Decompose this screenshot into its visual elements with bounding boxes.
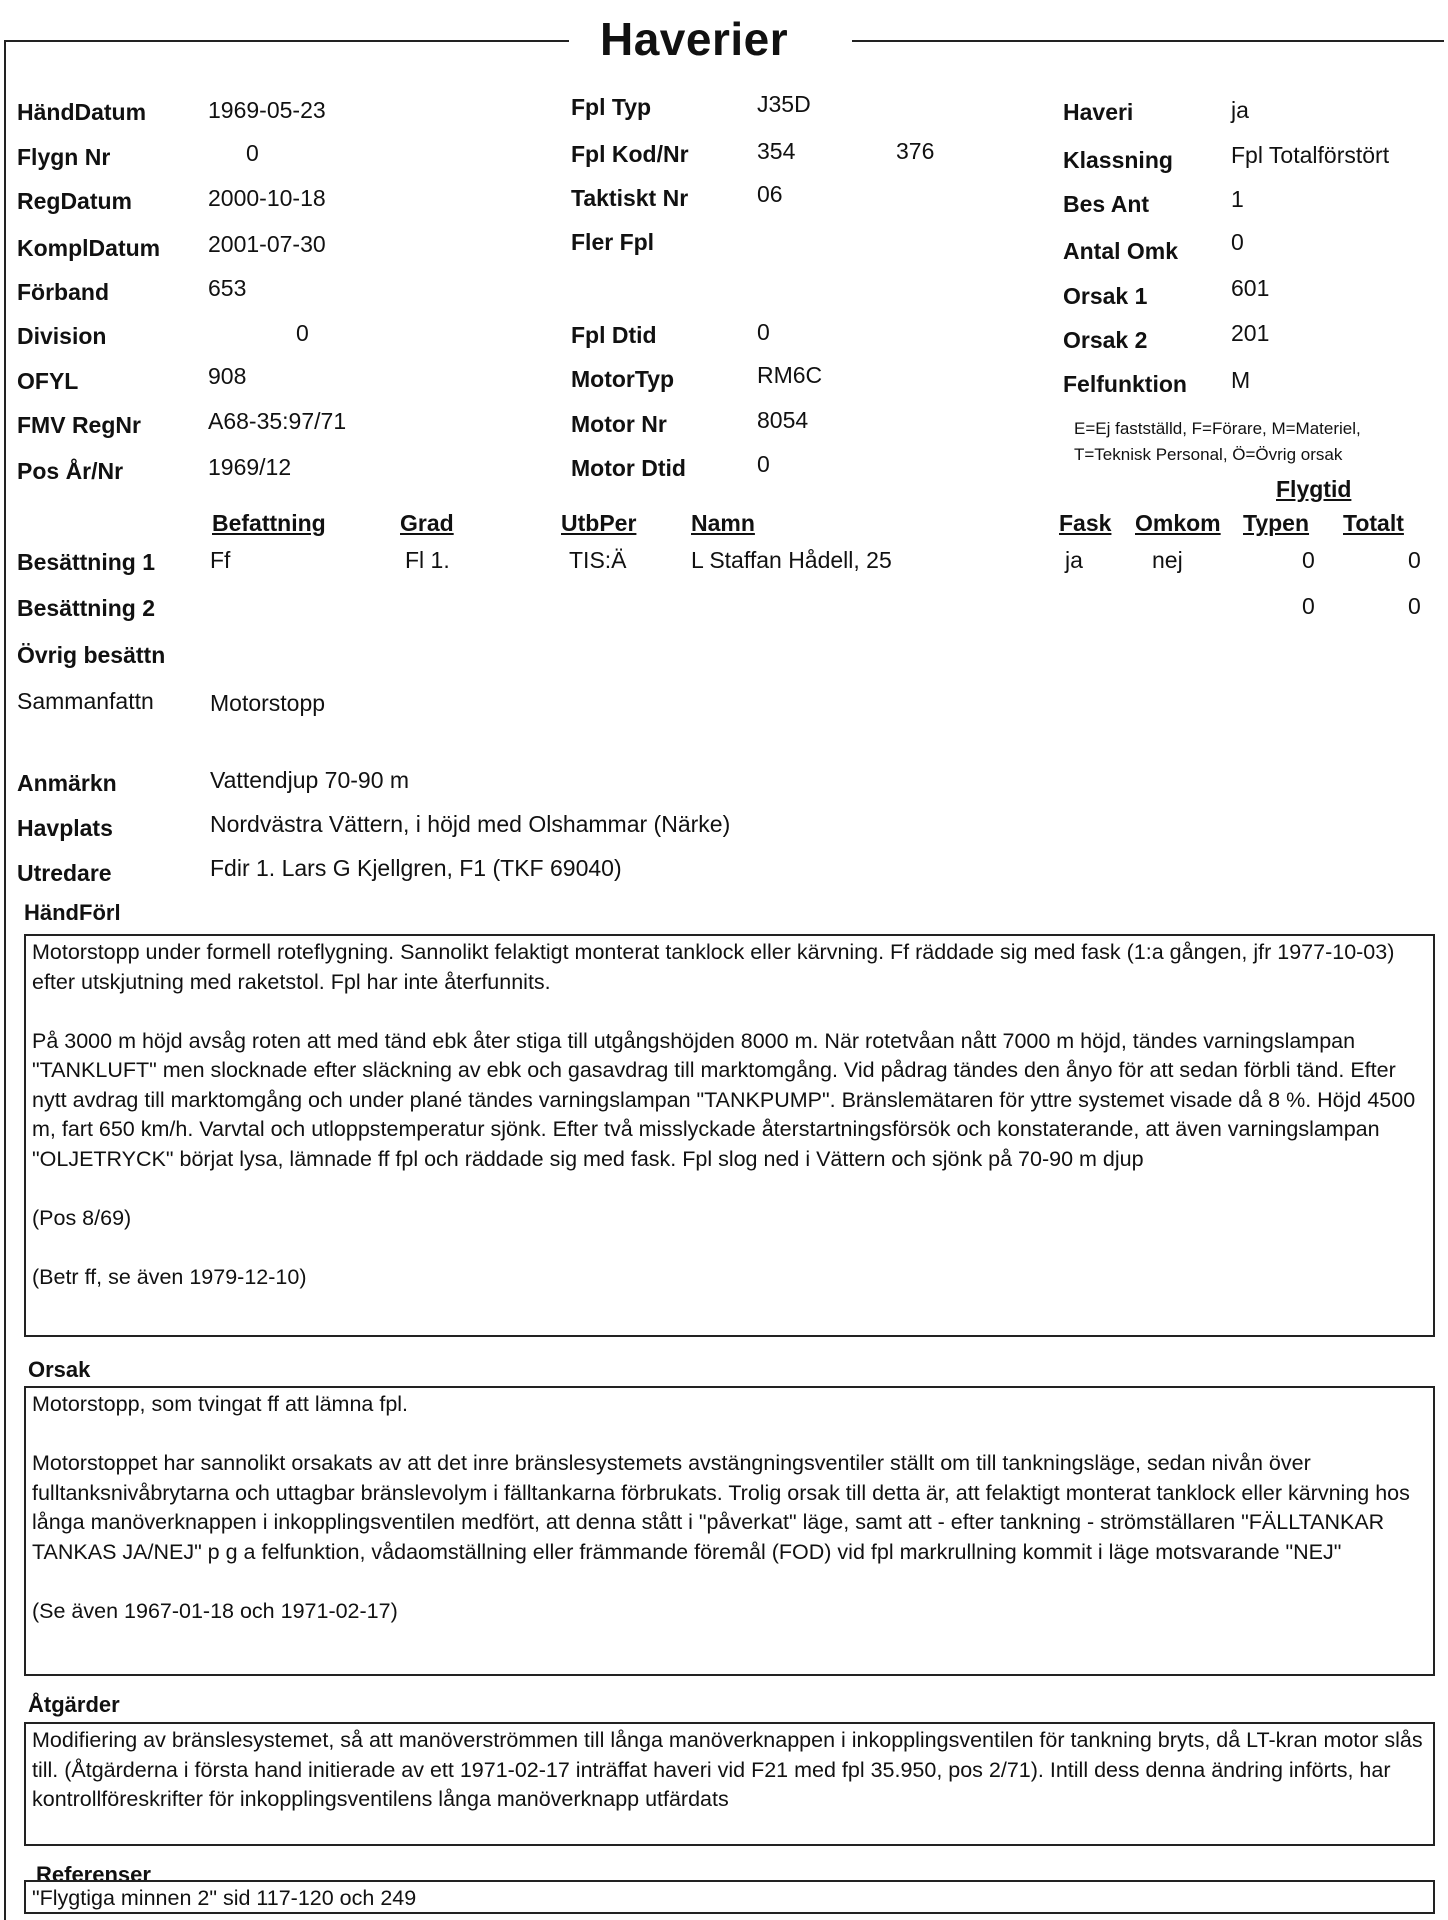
field-value: 1969-05-23	[208, 97, 326, 123]
field-value: 0	[757, 451, 770, 477]
header-befattning: Befattning	[212, 510, 326, 536]
handforl-paragraph: Motorstopp under formell roteflygning. Sannolikt felaktigt monterat tanklock eller kärvning. Ff räddade sig med fask (1:a gången, jfr 1977-10-03) efter utskjutning med raketstol. Fpl har inte återfunnits.	[32, 940, 1395, 994]
atgarder-paragraph: Modifiering av bränslesystemet, så att manöverströmmen till långa manöverknappen i inkopplingsventilen för tankning bryts, då LT-kran motor slås till. (Åtgärderna i första hand initierade av ett 1971-02-17 inträffat haveri vid F21 med fpl 35.950, pos 2/71). Intill dess denna ändring införts, har kontrollföreskrifter för inkopplingsventilens långa manöverknapp utfärdats	[32, 1728, 1423, 1811]
crew-grad: Fl 1.	[405, 547, 450, 573]
crew-omkom: nej	[1152, 547, 1183, 573]
field-value: 0	[246, 140, 259, 166]
havplats-value: Nordvästra Vättern, i höjd med Olshammar (Närke)	[210, 811, 731, 837]
felfunktion-legend-line1: E=Ej fastställd, F=Förare, M=Materiel,	[1074, 419, 1361, 438]
field-label: Haveri	[1063, 99, 1134, 125]
title-rule-right	[852, 40, 1444, 42]
crew-befattning: Ff	[210, 547, 231, 573]
field-label: Motor Nr	[571, 411, 667, 437]
field-label: FMV RegNr	[17, 412, 141, 438]
field-label: Orsak 2	[1063, 327, 1148, 353]
field-label: KomplDatum	[17, 235, 161, 261]
field-value: J35D	[757, 91, 811, 117]
crew-typen: 0	[1302, 547, 1315, 573]
field-value: 2000-10-18	[208, 185, 326, 211]
field-label: Klassning	[1063, 147, 1173, 173]
header-omkom: Omkom	[1135, 510, 1221, 536]
ovrig-besattn-label: Övrig besättn	[17, 642, 166, 668]
field-label: Motor Dtid	[571, 455, 686, 481]
orsak-title: Orsak	[28, 1357, 91, 1382]
crew-typen: 0	[1302, 593, 1315, 619]
sammanfattn-label: Sammanfattn	[17, 688, 154, 714]
anmarkn-label: Anmärkn	[17, 770, 117, 796]
field-value: Fpl Totalförstört	[1231, 142, 1390, 168]
field-value: A68-35:97/71	[208, 408, 347, 434]
field-value: 1969/12	[208, 454, 292, 480]
header-flygtid: Flygtid	[1276, 476, 1352, 502]
page-title: Haverier	[600, 13, 789, 65]
field-label: Förband	[17, 279, 109, 305]
field-value: 0	[757, 319, 770, 345]
field-label: Pos År/Nr	[17, 458, 124, 484]
field-label: Fler Fpl	[571, 229, 655, 255]
handforl-paragraph: (Betr ff, se även 1979-12-10)	[32, 1264, 307, 1289]
referenser-title: Referenser	[36, 1862, 151, 1887]
header-typen: Typen	[1243, 510, 1310, 536]
field-label: Division	[17, 323, 107, 349]
crew-label: Besättning 2	[17, 595, 156, 621]
orsak-paragraph: Motorstoppet har sannolikt orsakats av att det inre bränslesystemets avstängningsventiler ställt om till tankningsläge, sedan nivån över fulltanksnivåbrytarna och uttagbar bränslevolym i fälltankarna förbrukats. Trolig orsak till detta är, att felaktigt monterat tanklock eller kärvning hos långa manöverknappen i inkopplingsventilen medfört, att denna stått i "påverkat" läge, samt att - efter tankning - strömställaren "FÄLLTANKAR TANKAS JA/NEJ" p g a felfunktion, vådaomställning eller främmande föremål (FOD) vid fpl markrullning kommit i läge motsvarande "NEJ"	[32, 1451, 1410, 1564]
field-value: 0	[1231, 229, 1244, 255]
field-value: M	[1231, 367, 1251, 393]
header-utbper: UtbPer	[561, 510, 637, 536]
atgarder-title: Åtgärder	[28, 1692, 120, 1717]
field-value: 8054	[757, 407, 809, 433]
field-label: MotorTyp	[571, 366, 675, 392]
field-value: 201	[1231, 320, 1270, 346]
orsak-paragraph: Motorstopp, som tvingat ff att lämna fpl.	[32, 1392, 409, 1416]
referenser-box	[24, 1880, 1435, 1914]
header-totalt: Totalt	[1343, 510, 1404, 536]
orsak-paragraph: (Se även 1967-01-18 och 1971-02-17)	[32, 1598, 398, 1623]
header-namn: Namn	[691, 510, 755, 536]
crew-utbper: TIS:Ä	[569, 547, 627, 573]
anmarkn-value: Vattendjup 70-90 m	[210, 767, 410, 793]
frame-left-border	[4, 40, 6, 1920]
field-label: Antal Omk	[1063, 238, 1179, 264]
handforl-title: HändFörl	[24, 900, 121, 925]
handforl-paragraph: (Pos 8/69)	[32, 1205, 132, 1230]
field-value: 0	[296, 320, 309, 346]
field-value: 1	[1231, 186, 1244, 212]
crew-totalt: 0	[1408, 547, 1421, 573]
utredare-label: Utredare	[17, 860, 112, 886]
handforl-paragraph: På 3000 m höjd avsåg roten att med tänd ebk åter stiga till utgångshöjden 8000 m. När rotetvåan nått 7000 m höjd, tändes varningslampan "TANKLUFT" men slocknade efter släckning av ebk och gasavdrag till marktomgång. Vid pådrag tändes den ånyo för att sedan förbli tänd. Efter nytt avdrag till marktomgång och under plané tändes varningslampan "TANKPUMP". Bränslemätaren för yttre systemet visade då 8 %. Höjd 4500 m, fart 650 km/h. Varvtal och utloppstemperatur sjönk. Efter två misslyckade återstartningsförsök och konstaterande, att även varningslampan "OLJETRYCK" börjat lysa, lämnade ff fpl och räddade sig med fask. Fpl slog ned i Vättern och sjönk på 70-90 m djup	[32, 1028, 1416, 1171]
header-fask: Fask	[1059, 510, 1112, 536]
field-value: 908	[208, 363, 247, 389]
sammanfattn-value: Motorstopp	[210, 690, 326, 716]
header-grad: Grad	[400, 510, 454, 536]
field-value-secondary: 376	[896, 138, 935, 164]
field-label: Fpl Dtid	[571, 322, 657, 348]
felfunktion-legend-line2: T=Teknisk Personal, Ö=Övrig orsak	[1074, 445, 1343, 464]
referenser-paragraph: "Flygtiga minnen 2" sid 117-120 och 249	[32, 1886, 417, 1910]
orsak-box	[24, 1386, 1435, 1676]
utredare-value: Fdir 1. Lars G Kjellgren, F1 (TKF 69040)	[210, 855, 622, 881]
field-label: Fpl Typ	[571, 94, 652, 120]
havplats-label: Havplats	[17, 815, 113, 841]
field-label: HändDatum	[17, 99, 147, 125]
field-label: Orsak 1	[1063, 283, 1148, 309]
field-value: 653	[208, 275, 247, 301]
field-label: Fpl Kod/Nr	[571, 141, 689, 167]
crew-fask: ja	[1065, 547, 1083, 573]
field-label: RegDatum	[17, 188, 133, 214]
field-label: Flygn Nr	[17, 144, 111, 170]
field-label: Bes Ant	[1063, 191, 1150, 217]
field-value: 354	[757, 138, 796, 164]
crew-namn: L Staffan Hådell, 25	[691, 547, 892, 573]
field-value: ja	[1231, 97, 1249, 123]
atgarder-box	[24, 1722, 1435, 1846]
field-label: Taktiskt Nr	[571, 185, 689, 211]
field-value: 2001-07-30	[208, 231, 326, 257]
title-rule-left	[4, 40, 569, 42]
crew-totalt: 0	[1408, 593, 1421, 619]
field-value: RM6C	[757, 362, 823, 388]
field-label: Felfunktion	[1063, 371, 1187, 397]
handforl-box	[24, 934, 1435, 1337]
field-value: 601	[1231, 275, 1270, 301]
crew-label: Besättning 1	[17, 549, 156, 575]
field-label: OFYL	[17, 368, 79, 394]
field-value: 06	[757, 181, 783, 207]
